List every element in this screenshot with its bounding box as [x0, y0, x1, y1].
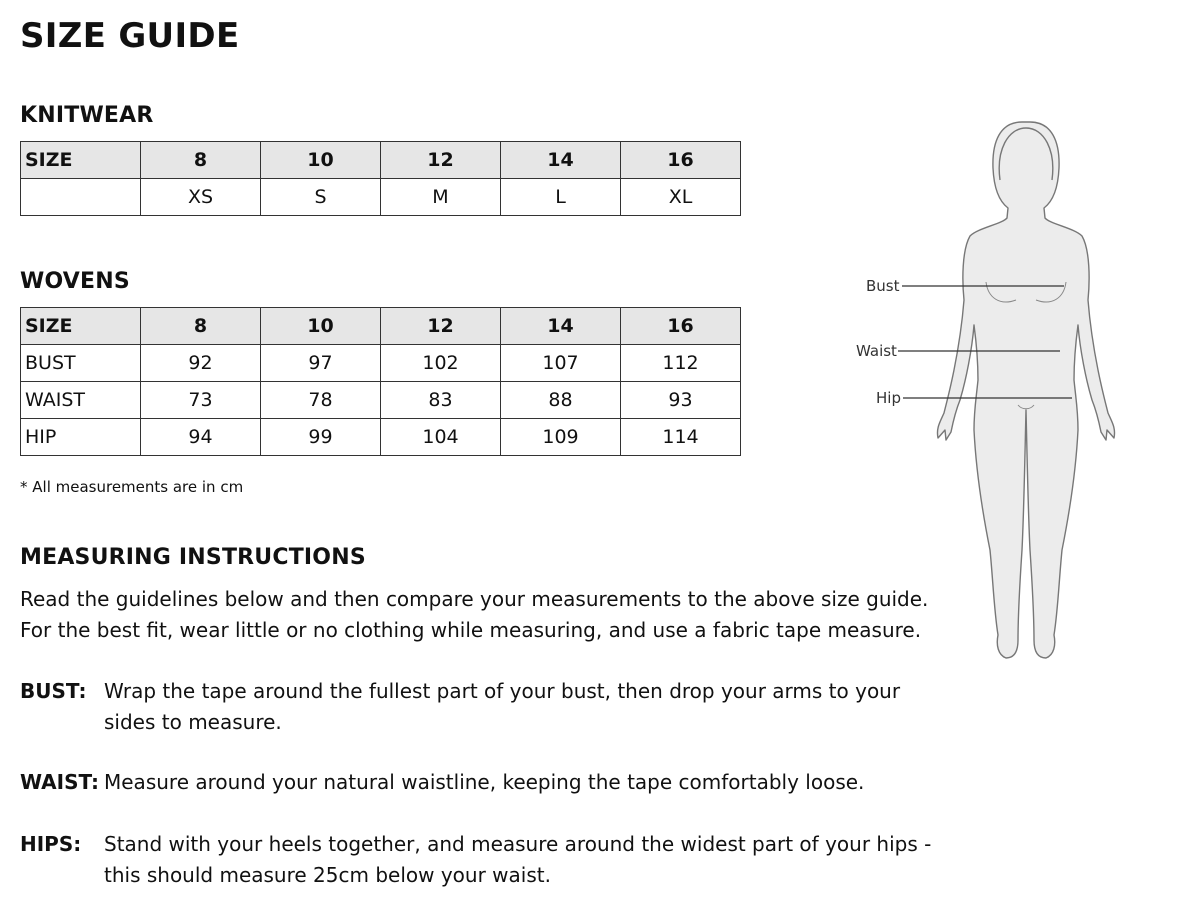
- header-cell: 12: [381, 308, 501, 345]
- table-cell: BUST: [21, 345, 141, 382]
- table-cell: 104: [381, 419, 501, 456]
- bust-figure-label: Bust: [866, 277, 900, 295]
- header-cell: 14: [501, 142, 621, 179]
- header-cell: SIZE: [21, 142, 141, 179]
- table-cell: [21, 179, 141, 216]
- bust-text: Wrap the tape around the fullest part of your bust, then drop your arms to your sides to measure.: [104, 679, 901, 734]
- table-cell: L: [501, 179, 621, 216]
- table-cell: 93: [621, 382, 741, 419]
- waist-text: Measure around your natural waistline, keeping the tape comfortably loose.: [104, 770, 865, 794]
- table-row: [21, 345, 741, 382]
- bust-label: BUST:: [20, 679, 87, 703]
- instructions-title: MEASURING INSTRUCTIONS: [20, 545, 366, 570]
- bust-instruction: [20, 676, 940, 738]
- instructions-intro: [20, 584, 960, 646]
- table-cell: WAIST: [21, 382, 141, 419]
- table-cell: 112: [621, 345, 741, 382]
- waist-label: WAIST:: [20, 770, 100, 794]
- hips-instruction: [20, 829, 940, 891]
- intro-line: Read the guidelines below and then compare your measurements to the above size guide.: [20, 587, 929, 611]
- header-cell: 14: [501, 308, 621, 345]
- header-cell: SIZE: [21, 308, 141, 345]
- measurement-note: * All measurements are in cm: [20, 478, 244, 496]
- header-cell: 10: [261, 308, 381, 345]
- knitwear-table: [20, 141, 741, 216]
- wovens-table: [20, 307, 741, 456]
- table-cell: 92: [141, 345, 261, 382]
- table-cell: 94: [141, 419, 261, 456]
- table-cell: S: [261, 179, 381, 216]
- table-header-row: [21, 142, 741, 179]
- intro-line: For the best fit, wear little or no clothing while measuring, and use a fabric tape measure.: [20, 618, 922, 642]
- table-header-row: [21, 308, 741, 345]
- body-measurement-figure: [850, 110, 1130, 670]
- table-cell: 102: [381, 345, 501, 382]
- body-silhouette: [937, 122, 1114, 658]
- hip-figure-label: Hip: [876, 389, 901, 407]
- table-row: [21, 382, 741, 419]
- table-cell: 99: [261, 419, 381, 456]
- table-row: [21, 179, 741, 216]
- hips-text: Stand with your heels together, and measure around the widest part of your hips - this should measure 25cm below your waist.: [104, 832, 932, 887]
- wovens-title: WOVENS: [20, 269, 130, 294]
- waist-figure-label: Waist: [856, 342, 897, 360]
- table-cell: HIP: [21, 419, 141, 456]
- header-cell: 16: [621, 142, 741, 179]
- header-cell: 12: [381, 142, 501, 179]
- table-cell: 78: [261, 382, 381, 419]
- table-row: [21, 419, 741, 456]
- header-cell: 16: [621, 308, 741, 345]
- table-cell: 114: [621, 419, 741, 456]
- table-cell: M: [381, 179, 501, 216]
- table-cell: XL: [621, 179, 741, 216]
- header-cell: 8: [141, 142, 261, 179]
- table-cell: 83: [381, 382, 501, 419]
- header-cell: 10: [261, 142, 381, 179]
- knitwear-title: KNITWEAR: [20, 103, 154, 128]
- page-title: SIZE GUIDE: [20, 16, 240, 56]
- waist-instruction: [20, 767, 940, 798]
- table-cell: 88: [501, 382, 621, 419]
- hips-label: HIPS:: [20, 832, 82, 856]
- table-cell: 97: [261, 345, 381, 382]
- table-cell: 73: [141, 382, 261, 419]
- table-cell: 107: [501, 345, 621, 382]
- header-cell: 8: [141, 308, 261, 345]
- table-cell: XS: [141, 179, 261, 216]
- table-cell: 109: [501, 419, 621, 456]
